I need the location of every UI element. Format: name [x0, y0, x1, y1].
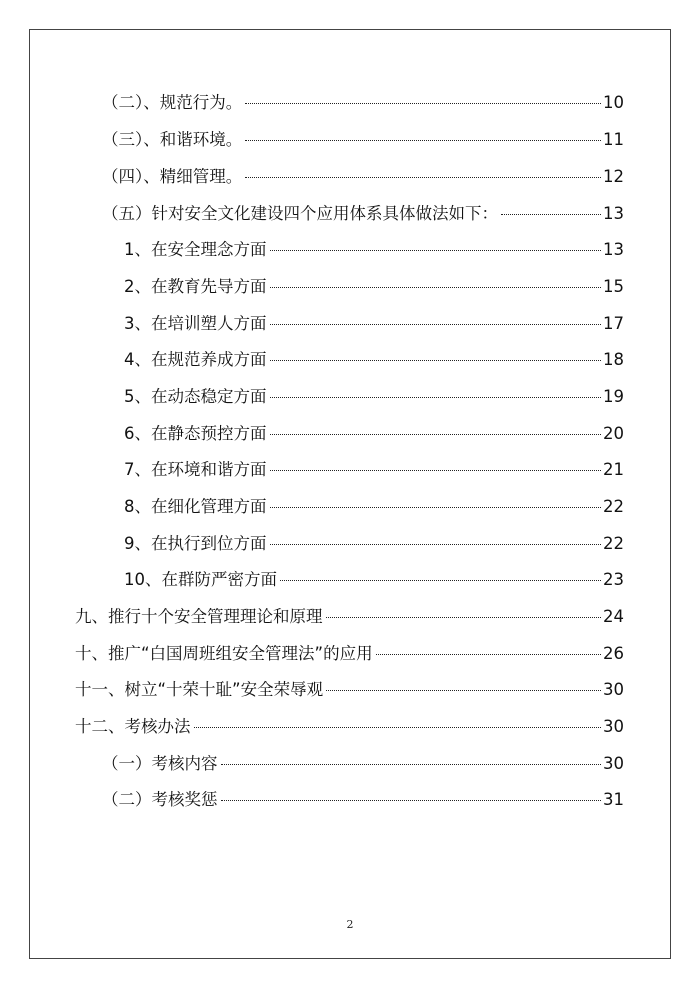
toc-dot-leader: [270, 434, 602, 435]
toc-entry[interactable]: [102, 164, 624, 190]
toc-entry-title: （三）、和谐环境。: [102, 130, 243, 149]
toc-entry-page: 12: [603, 167, 624, 186]
toc-entry[interactable]: [124, 347, 624, 373]
toc-entry[interactable]: [124, 494, 624, 520]
toc-dot-leader: [245, 177, 601, 178]
toc-entry[interactable]: [102, 90, 624, 116]
toc-dot-leader: [270, 544, 602, 545]
toc-entry[interactable]: [75, 641, 624, 667]
toc-entry-page: 17: [603, 314, 624, 333]
toc-entry[interactable]: [102, 751, 624, 777]
toc-entry-title: 十、推广“白国周班组安全管理法”的应用: [75, 644, 373, 663]
toc-entry-page: 10: [603, 93, 624, 112]
toc-dot-leader: [280, 580, 601, 581]
toc-entry[interactable]: [124, 274, 624, 300]
toc-dot-leader: [270, 324, 602, 325]
toc-entry-page: 23: [603, 570, 624, 589]
toc-entry-page: 22: [603, 497, 624, 516]
toc-dot-leader: [270, 470, 602, 471]
toc-entry[interactable]: [75, 604, 624, 630]
toc-entry-title: 4、在规范养成方面: [124, 350, 267, 369]
toc-entry[interactable]: [124, 421, 624, 447]
toc-entry[interactable]: [124, 531, 624, 557]
toc-dot-leader: [270, 250, 602, 251]
toc-entry-title: 10、在群防严密方面: [124, 570, 277, 589]
toc-entry-title: 十二、考核办法: [75, 717, 191, 736]
toc-entry-page: 18: [603, 350, 624, 369]
toc-entry-title: 6、在静态预控方面: [124, 424, 267, 443]
toc-entry-title: （二）考核奖惩: [102, 790, 218, 809]
toc-dot-leader: [245, 140, 601, 141]
toc-dot-leader: [270, 287, 602, 288]
toc-entry[interactable]: [75, 677, 624, 703]
toc-entry[interactable]: [124, 237, 624, 263]
toc-entry-page: 20: [603, 424, 624, 443]
footer-page-number: 2: [346, 918, 354, 931]
toc-entry-title: 十一、树立“十荣十耻”安全荣辱观: [75, 680, 324, 699]
toc-entry-page: 30: [603, 754, 624, 773]
toc-entry-page: 30: [603, 680, 624, 699]
toc-dot-leader: [326, 617, 602, 618]
toc-dot-leader: [270, 397, 602, 398]
toc-entry-page: 22: [603, 534, 624, 553]
toc-entry-page: 13: [603, 204, 624, 223]
toc-entry[interactable]: [124, 457, 624, 483]
toc-entry-title: （二）、规范行为。: [102, 93, 243, 112]
toc-entry-page: 15: [603, 277, 624, 296]
toc-entry[interactable]: [124, 567, 624, 593]
toc-entry[interactable]: [102, 127, 624, 153]
toc-entry[interactable]: [124, 384, 624, 410]
toc-entry-page: 30: [603, 717, 624, 736]
toc-dot-leader: [221, 764, 602, 765]
toc-entry-title: 九、推行十个安全管理理论和原理: [75, 607, 323, 626]
toc-entry-title: 7、在环境和谐方面: [124, 460, 267, 479]
toc-entry-title: 2、在教育先导方面: [124, 277, 267, 296]
toc-entry-title: 3、在培训塑人方面: [124, 314, 267, 333]
toc-entry-title: （五）针对安全文化建设四个应用体系具体做法如下：: [102, 204, 498, 223]
toc-entry-page: 31: [603, 790, 624, 809]
toc-entry[interactable]: [102, 201, 624, 227]
toc-entry-page: 24: [603, 607, 624, 626]
toc-dot-leader: [270, 360, 602, 361]
toc-dot-leader: [194, 727, 602, 728]
toc-entry-title: 5、在动态稳定方面: [124, 387, 267, 406]
toc-entry-title: （一）考核内容: [102, 754, 218, 773]
toc-entry-page: 19: [603, 387, 624, 406]
toc-dot-leader: [245, 103, 601, 104]
toc-entry-page: 13: [603, 240, 624, 259]
toc-dot-leader: [376, 654, 601, 655]
toc-entry-page: 21: [603, 460, 624, 479]
toc-entry-title: 9、在执行到位方面: [124, 534, 267, 553]
toc-entry-title: 8、在细化管理方面: [124, 497, 267, 516]
toc-entry-title: 1、在安全理念方面: [124, 240, 267, 259]
toc-entry-page: 26: [603, 644, 624, 663]
toc-entry[interactable]: [124, 311, 624, 337]
toc-entry[interactable]: [102, 787, 624, 813]
toc-entry-title: （四）、精细管理。: [102, 167, 243, 186]
toc-entry[interactable]: [75, 714, 624, 740]
toc-dot-leader: [326, 690, 601, 691]
toc-dot-leader: [221, 800, 602, 801]
toc-dot-leader: [270, 507, 602, 508]
toc-dot-leader: [501, 214, 601, 215]
toc-entry-page: 11: [603, 130, 624, 149]
